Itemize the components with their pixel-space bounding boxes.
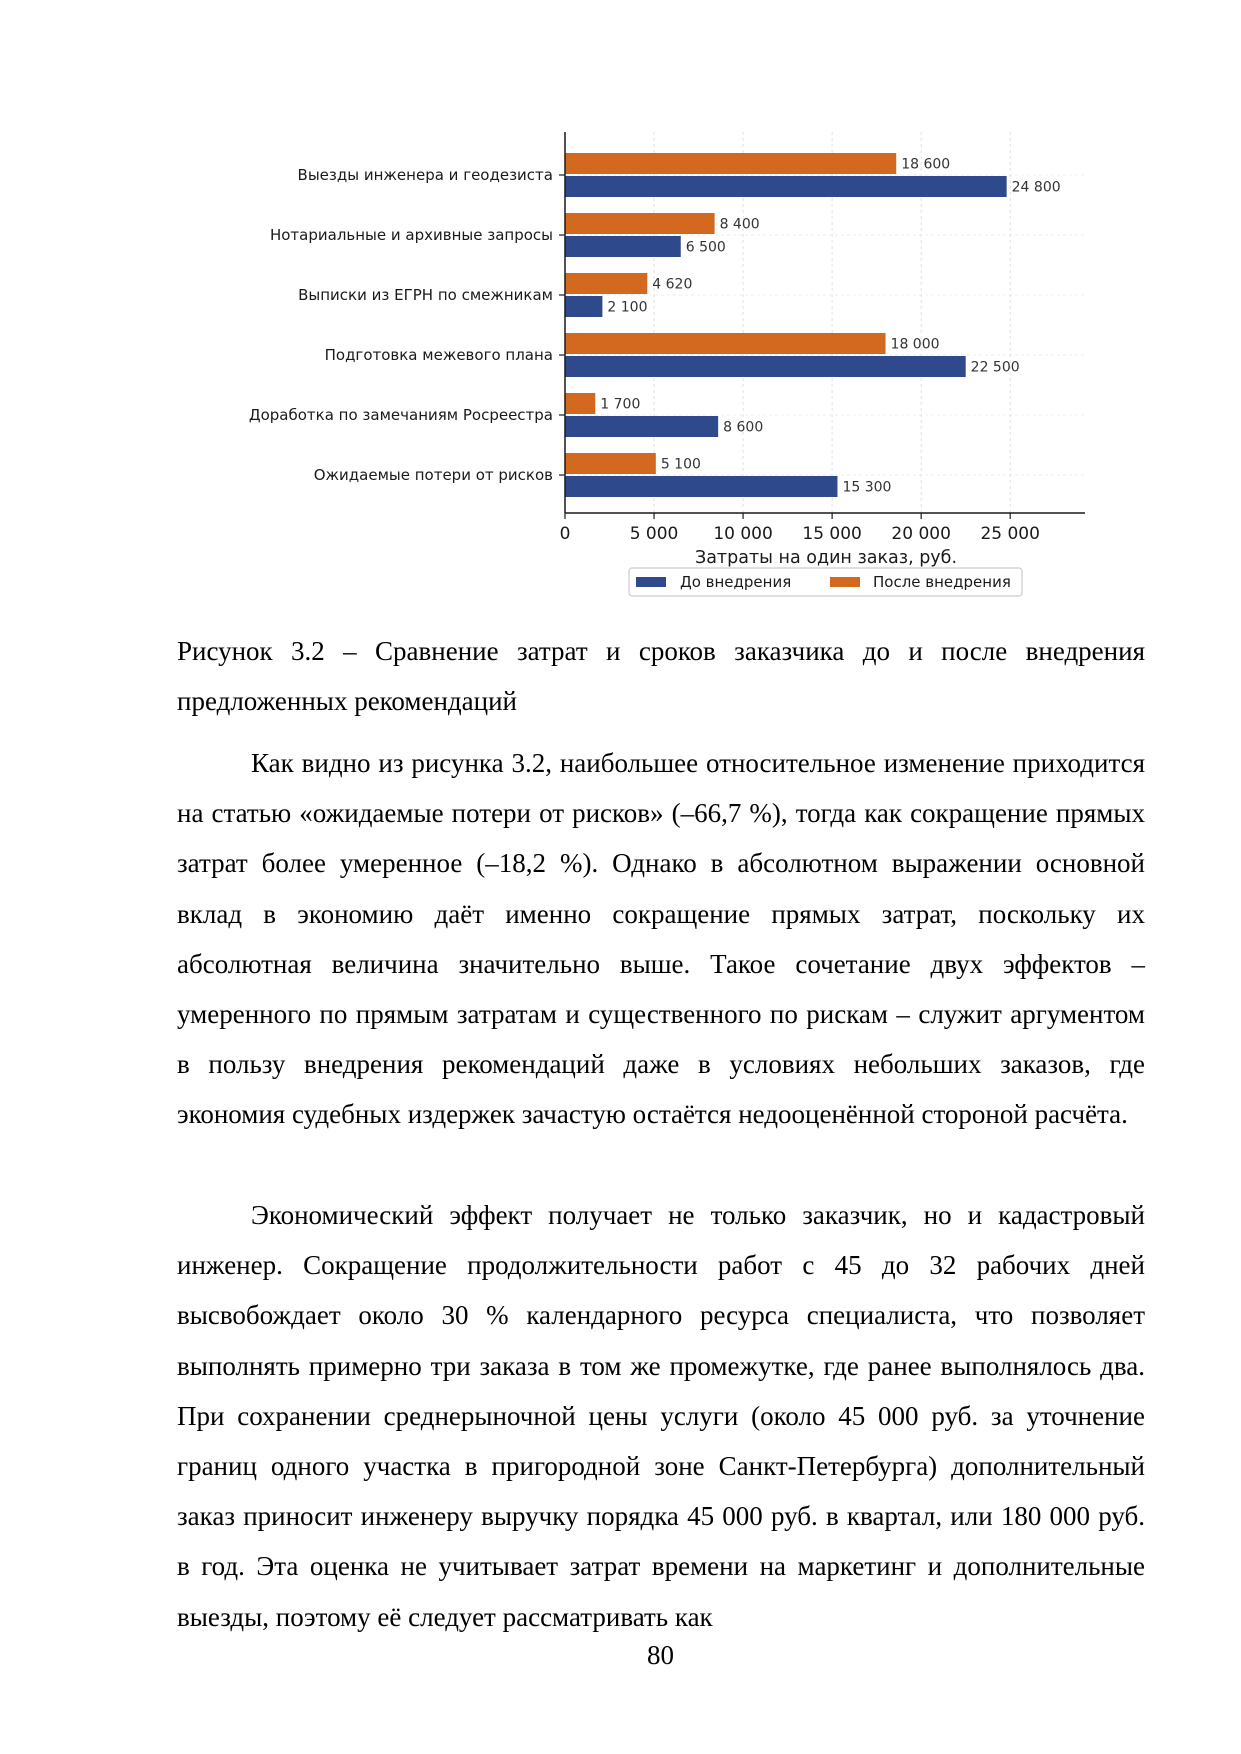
- body-paragraph: Экономический эффект получает не только заказчик, но и кадастровый инженер. Сокращение продолжительности работ с 45 до 32 рабочих дней высвобождает около 30 % календарного ресурса специалиста, что позволяет выполнять примерно три заказа в том же промежутке, где ранее выполнялось два. При сохранении среднерыночной цены услуги (около 45 000 руб. за уточнение границ одного участка в пригородной зоне Санкт-Петербурга) дополнительный заказ приносит инженеру выручку порядка 45 000 руб. в квартал, или 180 000 руб. в год. Эта оценка не учитывает затрат времени на маркетинг и дополнительные выезды, поэтому её следует рассматривать как: [177, 1200, 1145, 1632]
- legend-swatch-before: [636, 577, 666, 587]
- x-tick-label: 15 000: [802, 524, 862, 544]
- x-tick-label: 0: [559, 524, 571, 544]
- category-label: Доработка по замечаниям Росреестра: [248, 406, 553, 424]
- legend-label-before: До внедрения: [680, 573, 792, 591]
- legend-label-after: После внедрения: [873, 573, 1011, 591]
- category-label: Ожидаемые потери от рисков: [313, 466, 553, 484]
- value-label-before: 15 300: [842, 479, 892, 496]
- value-label-after: 1 700: [600, 396, 641, 413]
- page-number: 80: [647, 1640, 674, 1670]
- value-label-after: 18 000: [890, 336, 940, 353]
- bar-after: [565, 213, 715, 234]
- x-tick-label: 5 000: [629, 524, 679, 544]
- category-label: Выезды инженера и геодезиста: [297, 166, 553, 184]
- value-label-after: 8 400: [719, 216, 760, 233]
- x-tick-label: 25 000: [980, 524, 1040, 544]
- x-tick-label: 10 000: [713, 524, 773, 544]
- category-label: Выписки из ЕГРН по смежникам: [298, 286, 553, 304]
- value-label-before: 8 600: [723, 419, 764, 436]
- bar-before: [565, 416, 718, 437]
- value-label-before: 2 100: [607, 299, 648, 316]
- bar-after: [565, 153, 896, 174]
- value-label-before: 22 500: [970, 359, 1020, 376]
- figure-caption: Рисунок 3.2 – Сравнение затрат и сроков заказчика до и после внедрения предложенных рекомендаций: [177, 636, 1145, 717]
- category-label: Нотариальные и архивные запросы: [269, 226, 553, 244]
- bar-before: [565, 176, 1007, 197]
- x-tick-label: 20 000: [891, 524, 951, 544]
- bar-after: [565, 273, 647, 294]
- value-label-after: 18 600: [901, 156, 951, 173]
- value-label-after: 4 620: [652, 276, 693, 293]
- bar-after: [565, 333, 886, 354]
- chart-bars: [565, 153, 1061, 497]
- chart-legend: [629, 568, 1022, 596]
- category-label: Подготовка межевого плана: [324, 346, 553, 364]
- bar-before: [565, 296, 602, 317]
- bar-after: [565, 453, 656, 474]
- x-axis-title: Затраты на один заказ, руб.: [694, 548, 958, 568]
- bar-before: [565, 356, 966, 377]
- value-label-before: 6 500: [685, 239, 726, 256]
- bar-before: [565, 236, 681, 257]
- bar-after: [565, 393, 595, 414]
- cost-comparison-chart: [0, 0, 1241, 610]
- value-label-after: 5 100: [660, 456, 701, 473]
- legend-swatch-after: [830, 577, 860, 587]
- value-label-before: 24 800: [1011, 179, 1061, 196]
- body-paragraph: Как видно из рисунка 3.2, наибольшее относительное изменение приходится на статью «ожидаемые потери от рисков» (–66,7 %), тогда как сокращение прямых затрат более умеренное (–18,2 %). Однако в абсолютном выражении основной вклад в экономию даёт именно сокращение прямых затрат, поскольку их абсолютная величина значительно выше. Такое сочетание двух эффектов – умеренного по прямым затратам и существенного по рискам – служит аргументом в пользу внедрения рекомендаций даже в условиях небольших заказов, где экономия судебных издержек зачастую остаётся недооценённой стороной расчёта.: [177, 748, 1145, 1130]
- bar-before: [565, 476, 837, 497]
